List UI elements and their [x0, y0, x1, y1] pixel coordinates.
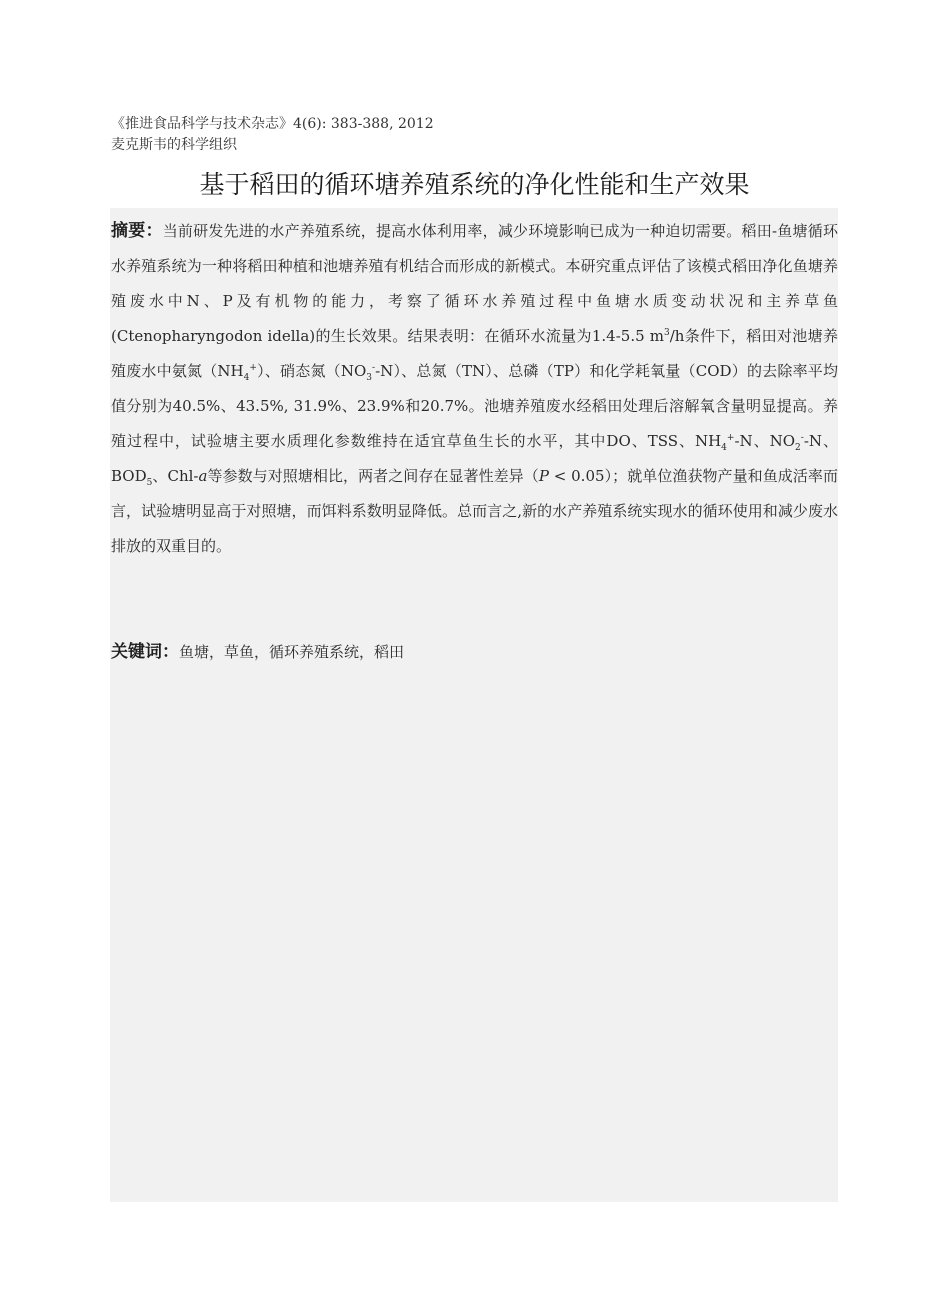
paper-title: 基于稻田的循环塘养殖系统的净化性能和生产效果 — [199, 170, 750, 199]
abstract-sub-nh4-b: 4 — [721, 443, 727, 453]
abstract-text-5: -N、NO — [734, 432, 796, 450]
journal-citation: 《推进食品科学与技术杂志》4(6): 383-388, 2012 — [111, 116, 434, 132]
abstract-text-8: 等参数与对照塘相比，两者之间存在显著性差异（ — [207, 467, 539, 485]
abstract-text-9: < 0.05）；就单位渔获物产量和鱼成活率而言，试验塘明显高于对照塘，而饵料系数明显降低。总而言之,新的水产养殖系统实现水的循环使用和减少废水排放的双重目的。 — [111, 467, 838, 555]
abstract-text-2: /h条件下，稻田对池塘养殖废水中氨氮（NH — [111, 327, 838, 380]
keywords-text: 鱼塘，草鱼，循环养殖系统，稻田 — [179, 643, 405, 661]
abstract-sub-bod: 5 — [146, 478, 153, 488]
abstract-sup-no2: - — [800, 433, 804, 443]
abstract-text-7: 、Chl- — [152, 467, 199, 485]
abstract-sub-nh4: 4 — [243, 373, 250, 383]
abstract-sub-no2: 2 — [795, 443, 801, 453]
abstract-sup-no3: - — [372, 363, 376, 373]
publisher-name: 麦克斯韦的科学组织 — [111, 137, 237, 153]
abstract-text-1: 当前研发先进的水产养殖系统，提高水体利用率，减少环境影响已成为一种迫切需要。稻田-鱼塘循环水养殖系统为一种将稻田种植和池塘养殖有机结合而形成的新模式。本研究重点评估了该模式稻田净化鱼塘养殖废水中N、P及有机物的能力，考察了循环水养殖过程中鱼塘水质变动状况和主养草鱼(Ctenopharyngodon idella)的生长效果。结果表明：在循环水流量为1.4-5.5 m — [111, 222, 839, 345]
journal-header — [111, 114, 831, 156]
keywords-line — [111, 636, 838, 668]
abstract-sup-nh4-b: + — [726, 433, 735, 443]
abstract-sub-no3: 3 — [366, 373, 373, 383]
abstract-text-4: -N）、总氮（TN）、总磷（TP）和化学耗氧量（COD）的去除率平均值分别为40.5%、43.5%, 31.9%、23.9%和20.7%。池塘养殖废水经稻田处理后溶解氧含量明显提高。养殖过程中，试验塘主要水质理化参数维持在适宜草鱼生长的水平，其中DO、TSS、NH — [111, 362, 838, 450]
abstract-text-6: -N、BOD — [111, 432, 838, 485]
abstract-sup-nh4: + — [249, 363, 257, 373]
abstract-italic-p: P — [538, 467, 549, 485]
keywords-label: 关键词： — [111, 642, 179, 662]
abstract-label: 摘要： — [111, 221, 163, 241]
abstract-sup-m3: 3 — [664, 328, 670, 338]
abstract-text-3: ）、硝态氮（NO — [256, 362, 367, 380]
abstract-paragraph — [111, 214, 838, 564]
abstract-italic-a: a — [198, 467, 208, 485]
